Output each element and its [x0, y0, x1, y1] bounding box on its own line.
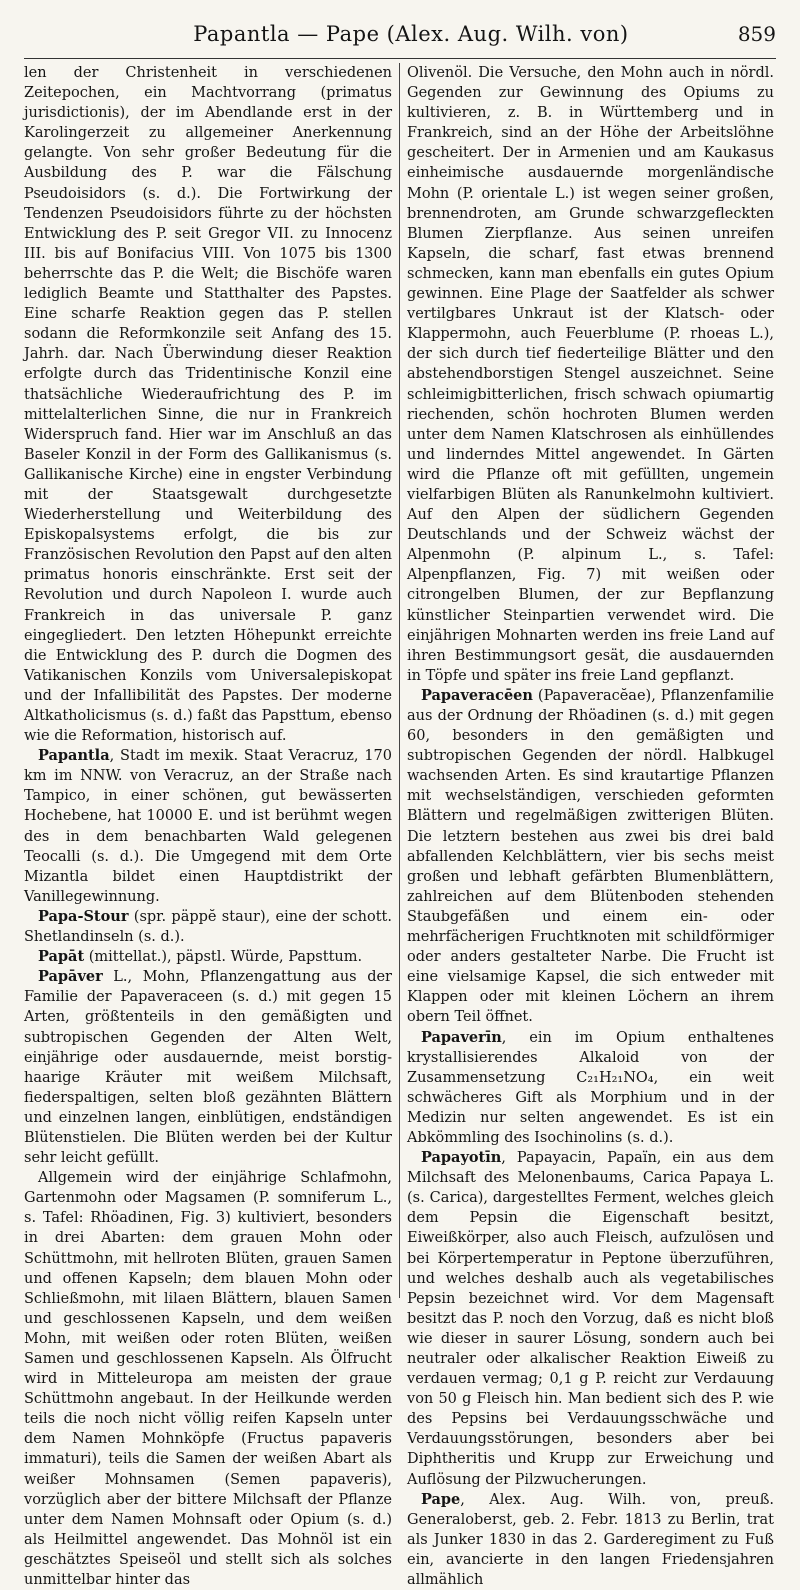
- headword: Papāt: [38, 948, 85, 966]
- entry-papaveraceen: [407, 686, 774, 1028]
- entry-papa-stour: [24, 907, 392, 947]
- entry-text: (spr. päppĕ staur), eine der schott. Shetlandinseln (s. d.).: [24, 908, 392, 946]
- entry-text: L., Mohn, Pflanzengattung aus der Familie der Papaveraceen (s. d.) mit gegen 15 Arten, größtenteils in den gemäßigten und subtropischen Gegenden der Alten Welt, einjährige oder ausdauernde, meist borstig-haarige Kräuter mit weißem Milchsaft, fiederspaltigen, selten bloß gezähnten Blättern und einzelnen langen, einblütigen, endständigen Blütenstielen. Die Blüten werden bei der Kultur sehr leicht gefüllt.: [24, 969, 392, 1167]
- entry-continuation: len der Christenheit in verschiedenen Zeitepochen, ein Machtvorrang (primatus jurisdictionis), der im Abendlande erst in der Karolingerzeit zu allgemeiner Anerkennung gelangte. Von sehr großer Bedeutung für die Ausbildung des P. war die Fälschung Pseudoisidors (s. d.). Die Fortwirkung der Tendenzen Pseudoisidors führte zu der höchsten Entwicklung des P. seit Gregor VII. zu Innocenz III. bis auf Bonifacius VIII. Von 1075 bis 1300 beherrschte das P. die Welt; die Bischöfe waren lediglich Beamte und Statthalter des Papstes. Eine scharfe Reaktion gegen das P. stellen sodann die Reformkonzile seit Anfang des 15. Jahrh. dar. Nach Überwindung dieser Reaktion erfolgte durch das Tridentinische Konzil eine thatsächliche Wiederaufrichtung des P. im mittelalterlichen Sinne, die nur in Frankreich Widerspruch fand. Hier war im Anschluß an das Baseler Konzil in der Form des Gallikanismus (s. Gallikanische Kirche) eine in engster Verbindung mit der Staatsgewalt durchgesetzte Wiederherstellung und Weiterbildung des Episkopalsystems erfolgt, die bis zur Französischen Revolution den Papst auf den alten primatus honoris einschränkte. Erst seit der Revolution und durch Napoleon I. wurde auch Frankreich in das universale P. ganz eingegliedert. Den letzten Höhepunkt erreichte die Entwicklung des P. durch die Dogmen des Vatikanischen Konzils vom Universalepiskopat und der Infallibilität des Papstes. Der moderne Altkatholicismus (s. d.) faßt das Papsttum, ebenso wie die Reformation, historisch auf.: [24, 65, 392, 745]
- text-columns: [24, 63, 776, 1589]
- headword: Papayotīn: [421, 1149, 502, 1167]
- entry-papat: [24, 947, 392, 967]
- page-header: [24, 22, 776, 59]
- entry-text: (mittellat.), päpstl. Würde, Papsttum.: [84, 949, 363, 966]
- entry-text: , Papayacin, Papaïn, ein aus dem Milchsaft des Melonenbaums, Carica Papaya L. (s. Carica), dargestelltes Ferment, welches gleich dem Pepsin die Eigenschaft besitzt, Eiweißkörper, also auch Fleisch, aufzulösen und bei Körpertemperatur in Peptone überzuführen, und welches deshalb auch als vegetabilisches Pepsin bezeichnet wird. Vor dem Magensaft besitzt das P. noch den Vorzug, daß es nicht bloß wie dieser in saurer Lösung, sondern auch bei neutraler oder alkalischer Reaktion Eiweiß zu verdauen vermag; 0,1 g P. reicht zur Verdauung von 50 g Fleisch hin. Man bedient sich des P. wie des Pepsins bei Verdauungsschwäche und Verdauungsstörungen, besonders aber bei Diphtheritis und Krupp zur Erweichung und Auflösung der Pilzwucherungen.: [407, 1150, 774, 1488]
- entry-pape: [407, 1490, 774, 1590]
- entry-papaver: [24, 967, 392, 1168]
- entry-text: , ein im Opium enthaltenes krystallisierendes Alkaloid von der Zusammensetzung C₂₁H₂₁NO₄, ein weit schwächeres Gift als Morphium und in der Medizin nur selten angewendet. Es ist ein Abkömmling des Isochinolins (s. d.).: [407, 1029, 774, 1146]
- headword: Pape: [421, 1490, 461, 1508]
- entry-papantla: [24, 746, 392, 907]
- right-column: [399, 63, 774, 1589]
- headword: Papantla: [38, 747, 110, 765]
- paragraph: Olivenöl. Die Versuche, den Mohn auch in nördl. Gegenden zur Gewinnung des Opiums zu kultivieren, z. B. in Württemberg und in Frankreich, sind an der Höhe der Arbeitslöhne gescheitert. Der in Armenien und am Kaukasus einheimische ausdauernde morgenländische Mohn (P. orientale L.) ist wegen seiner großen, brennendroten, am Grunde schwarzgefleckten Blumen Zierpflanze. Aus seinen unreifen Kapseln, die scharf, fast etwas brennend schmecken, kann man ebenfalls ein gutes Opium gewinnen. Eine Plage der Saatfelder als schwer vertilgbares Unkraut ist der Klatsch- oder Klappermohn, auch Feuerblume (P. rhoeas L.), der sich durch tief fiederteilige Blätter und den abstehendborstigen Stengel auszeichnet. Seine schleimigbitterlichen, frisch schwach opiumartig riechenden, schön hochroten Blumen werden unter dem Namen Klatschrosen als einhüllendes und linderndes Mittel angewendet. In Gärten wird die Pflanze oft mit gefüllten, ungemein vielfarbigen Blüten als Ranunkelmohn kultiviert. Auf den Alpen der südlichern Gegenden Deutschlands und der Schweiz wächst der Alpenmohn (P. alpinum L., s. Tafel: Alpenpflanzen, Fig. 7) mit weißen oder citrongelben Blumen, der zur Bepflanzung künstlicher Steinpartien verwendet wird. Die einjährigen Mohnarten werden ins freie Land auf ihren Bestimmungsort gesät, die ausdauernden in Töpfe und später ins freie Land gepflanzt.: [407, 65, 774, 684]
- entry-papayotin: [407, 1148, 774, 1490]
- entry-papaverin: [407, 1028, 774, 1149]
- entry-text: (Papaveracĕae), Pflanzenfamilie aus der Ordnung der Rhöadinen (s. d.) mit gegen 60, besonders in den gemäßigten und subtropischen Gegenden der nördl. Halbkugel wachsenden Arten. Es sind krautartige Pflanzen mit wechselständigen, verschieden geformten Blättern und regelmäßigen zwitterigen Blüten. Die letztern bestehen aus zwei bis drei bald abfallenden Kelchblättern, vier bis sechs meist großen und lebhaft gefärbten Blumenblättern, zahlreichen auf dem Blütenboden stehenden Staubgefäßen und einem ein- oder mehrfächerigen Fruchtknoten mit schildförmiger oder anders gestalteter Narbe. Die Frucht ist eine vielsamige Kapsel, die sich entweder mit Klappen oder mit kleinen Löchern an ihrem obern Teil öffnet.: [407, 687, 774, 1026]
- entry-text: , Stadt im mexik. Staat Veracruz, 170 km im NNW. von Veracruz, an der Straße nach Tampico, in einer schönen, gut bewässerten Hochebene, hat 10000 E. und ist berühmt wegen des in dem benachbarten Wald gelegenen Teocalli (s. d.). Die Umgegend mit dem Orte Mizantla bildet einen Hauptdistrikt der Vanillegewinnung.: [24, 748, 392, 905]
- headword: Papaveracēen: [421, 686, 533, 704]
- paragraph: Allgemein wird der einjährige Schlafmohn, Gartenmohn oder Magsamen (P. somniferum L., s. Tafel: Rhöadinen, Fig. 3) kultiviert, besonders in drei Abarten: dem grauen Mohn oder Schüttmohn, mit hellroten Blüten, grauen Samen und offenen Kapseln; dem blauen Mohn oder Schließmohn, mit lilaen Blättern, blauen Samen und geschlossenen Kapseln, und dem weißen Mohn, mit weißen oder roten Blüten, weißen Samen und geschlossenen Kapseln. Als Ölfrucht wird in Mitteleuropa am meisten der graue Schüttmohn angebaut. In der Heilkunde werden teils die noch nicht völlig reifen Kapseln unter dem Namen Mohnköpfe (Fructus papaveris immaturi), teils die Samen der weißen Abart als weißer Mohnsamen (Semen papaveris), vorzüglich aber der bittere Milchsaft der Pflanze unter dem Namen Mohnsaft oder Opium (s. d.) als Heilmittel angewendet. Das Mohnöl ist ein geschätztes Speiseöl und stellt sich als solches unmittelbar hinter das: [24, 1170, 392, 1589]
- headword: Papaverīn: [421, 1028, 502, 1046]
- headword: Papāver: [38, 968, 103, 986]
- running-title: Papantla — Pape (Alex. Aug. Wilh. von): [193, 22, 629, 46]
- headword: Papa-Stour: [38, 907, 129, 925]
- page-number: 859: [737, 22, 776, 46]
- left-column: [24, 63, 399, 1589]
- entry-text: , Alex. Aug. Wilh. von, preuß. Generaloberst, geb. 2. Febr. 1813 zu Berlin, trat als Junker 1830 in das 2. Garderegiment zu Fuß ein, avancierte in den langen Friedensjahren allmählich: [407, 1491, 774, 1589]
